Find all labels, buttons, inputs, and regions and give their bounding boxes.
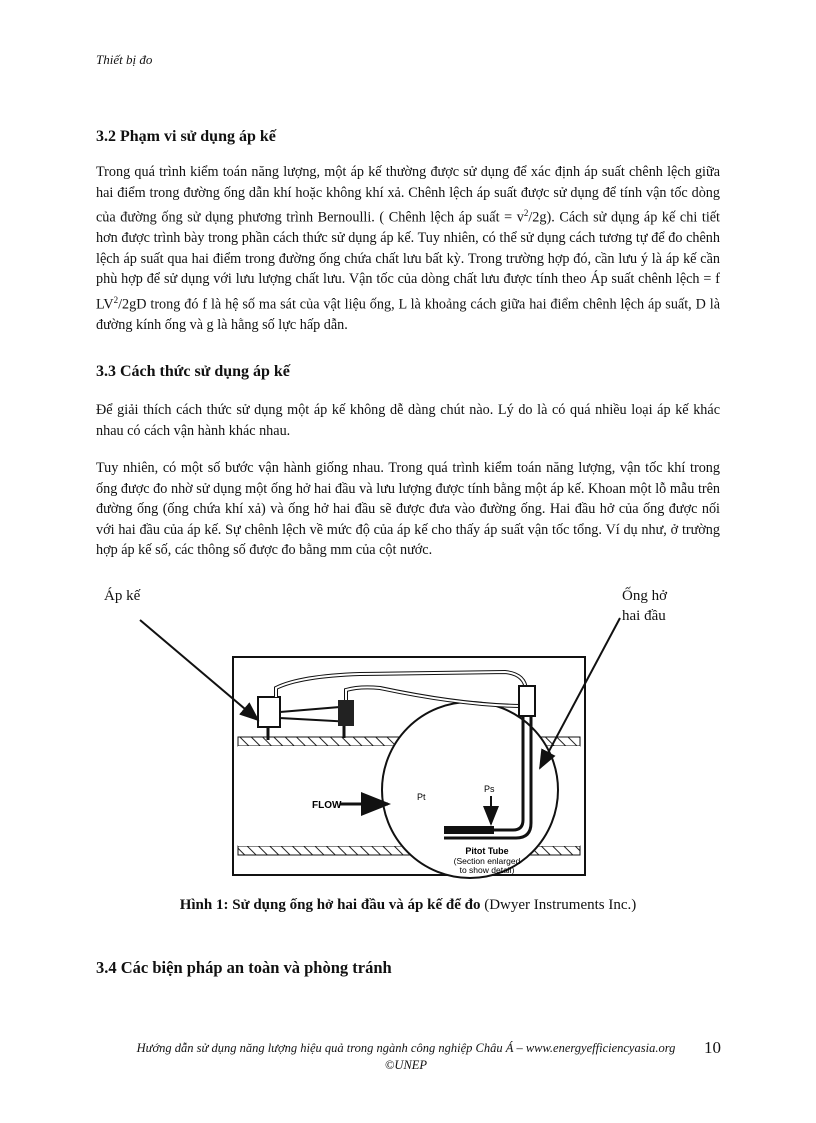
pitot-caption-1: Pitot Tube — [465, 846, 509, 856]
pitot-tube-figure — [0, 590, 816, 890]
figure-caption: Hình 1: Sử dụng ống hở hai đầu và áp kế để đo (Dwyer Instruments Inc.) — [179, 897, 637, 913]
flow-label: FLOW — [312, 800, 342, 811]
page-footer — [96, 1040, 716, 1074]
running-header: Thiết bị đo — [96, 52, 153, 67]
pitot-label-line2: hai đầu — [622, 608, 666, 624]
pitot-caption-2: (Section enlarged — [453, 856, 521, 866]
manometer-label: Áp kế — [104, 588, 141, 604]
section-3-3-paragraph-1: Để giải thích cách thức sử dụng một áp kế không dễ dàng chút nào. Lý do là có quá nhiều loại áp kế khác nhau có cách vận hành khác nhau. — [96, 402, 720, 439]
footer-line-2: ©UNEP — [384, 1058, 428, 1072]
footer-line-1: Hướng dẫn sử dụng năng lượng hiệu quả trong ngành công nghiệp Châu Á – www.energyefficiencyasia.org — [136, 1041, 676, 1055]
pitot-caption-3: to show detail) — [459, 865, 515, 875]
page-number: 10 — [704, 1038, 721, 1057]
section-3-2-paragraph: Trong quá trình kiểm toán năng lượng, một áp kế thường được sử dụng để xác định áp suất chênh lệch giữa hai điểm trong đường ống dẫn khí hoặc không khí xả. Chênh lệch áp suất được sử dụng để tính vận tốc dòng của đường ống sử dụng phương trình Bernoulli. ( Chênh lệch áp suất = $v^2/2g$). Cách sử dụng áp kế chi tiết hơn được trình bày trong phần cách thức sử dụng áp kế. Tuy nhiên, có thể sử dụng cách tương tự để đo chênh lệch áp suất qua hai điểm trong đường ống chứa chất lưu bất kỳ. Trong trường hợp đó, cần lưu ý là áp kế cần phù hợp để sử dụng với lưu lượng chất lưu. Vận tốc của dòng chất lưu được tính theo Áp suất chênh lệch = f $LV^2/2gD$ trong đó f là hệ số ma sát của vật liệu ống, L là khoảng cách giữa hai điểm chênh lệch áp suất, D là đường kính ống và g là hằng số lực hấp dẫn. — [96, 164, 721, 333]
pt-label: Pt — [417, 792, 426, 802]
pitot-label-line1: Ống hở — [622, 588, 668, 604]
section-heading-3-4: 3.4 Các biện pháp an toàn và phòng tránh — [96, 958, 392, 977]
section-heading-3-2: 3.2 Phạm vi sử dụng áp kế — [96, 128, 276, 145]
ps-label: Ps — [484, 784, 495, 794]
section-3-3-paragraph-2: Tuy nhiên, có một số bước vận hành giống nhau. Trong quá trình kiểm toán năng lượng, vận tốc khí trong ống được đo nhờ sử dụng một ống hở hai đầu và lưu lượng được tính bằng một áp kế. Khoan một lỗ mẫu trên đường ống (ống chứa khí xả) và ống hở hai đầu sẽ được đưa vào đường ống. Hai đầu hở của ống được nối với hai đầu của áp kế. Sự chênh lệch về mức độ của áp kế cho thấy áp suất vận tốc tổng. Ví dụ như, ở trường hợp áp kế số, các thông số được đo bằng mm của cột nước. — [96, 460, 720, 558]
section-heading-3-3: 3.3 Cách thức sử dụng áp kế — [96, 363, 290, 380]
